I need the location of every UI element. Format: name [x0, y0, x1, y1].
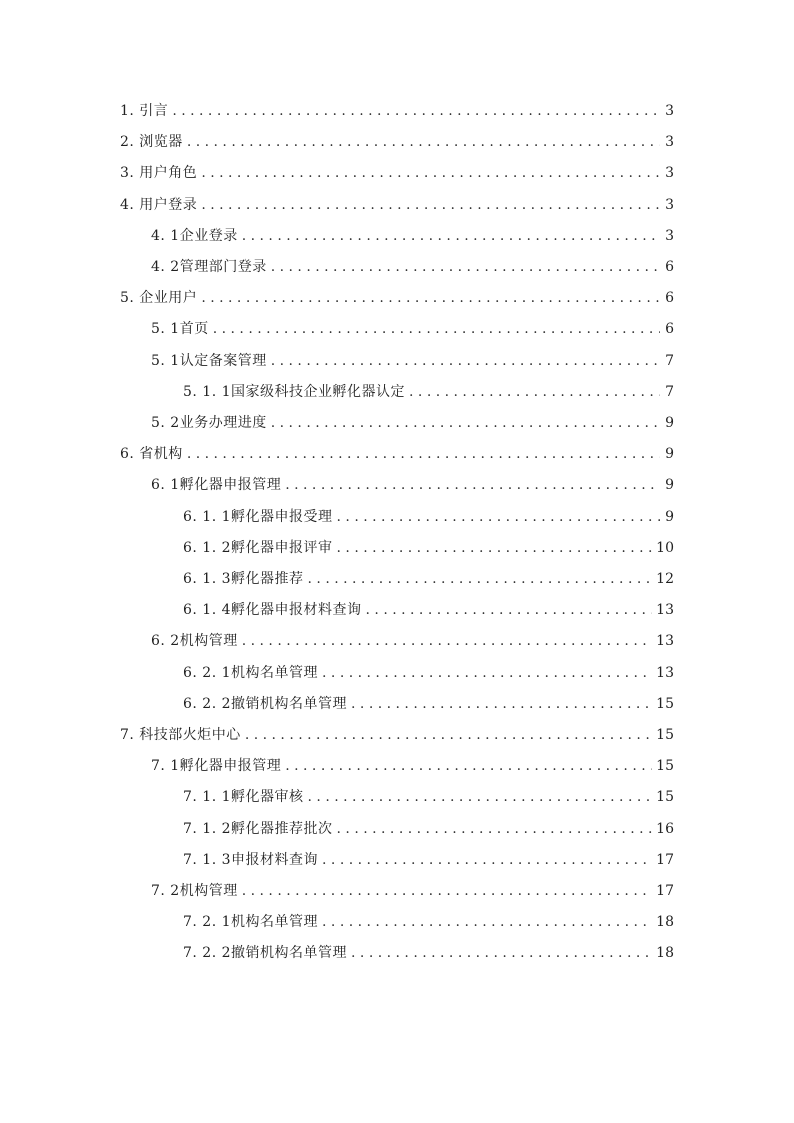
dot-leader [201, 162, 660, 184]
toc-entry-page-number: 7 [665, 352, 674, 369]
toc-entry[interactable] [183, 911, 674, 933]
toc-entry-title: 7. 1. 2孵化器推荐批次 [183, 820, 333, 837]
dot-leader [213, 318, 660, 340]
toc-entry-title: 6. 1. 2孵化器申报评审 [183, 539, 333, 556]
dot-leader [322, 911, 652, 933]
toc-entry[interactable] [183, 537, 674, 559]
dot-leader [308, 568, 653, 590]
toc-entry-page-number: 3 [665, 134, 674, 151]
toc-entry-page-number: 3 [665, 165, 674, 182]
dot-leader [271, 256, 660, 278]
dot-leader [285, 755, 652, 777]
toc-entry-page-number: 9 [665, 446, 674, 463]
toc-entry-page-number: 13 [656, 602, 674, 619]
dot-leader [337, 506, 660, 528]
toc-entry-page-number: 18 [656, 914, 674, 931]
dot-leader [172, 100, 660, 122]
toc-entry-title: 6. 1. 3孵化器推荐 [183, 571, 304, 587]
toc-entry-page-number: 16 [656, 820, 674, 837]
toc-entry-title: 6. 2机构管理 [151, 633, 238, 650]
toc-entry[interactable] [120, 287, 674, 309]
toc-entry-title: 4. 用户登录 [120, 196, 198, 213]
toc-entry[interactable] [120, 100, 674, 122]
toc-entry[interactable] [183, 693, 674, 715]
toc-entry-title: 7. 1. 3申报材料查询 [183, 851, 319, 868]
dot-leader [245, 724, 652, 746]
dot-leader [337, 818, 653, 840]
toc-entry[interactable] [183, 786, 674, 808]
toc-entry-title: 1. 引言 [120, 103, 169, 119]
toc-entry-title: 7. 1孵化器申报管理 [151, 758, 282, 775]
toc-entry-title: 6. 1. 4孵化器申报材料查询 [183, 602, 362, 619]
toc-entry-title: 7. 2机构管理 [151, 883, 238, 899]
toc-entry-page-number: 9 [665, 477, 674, 494]
toc-entry-title: 7. 科技部火炬中心 [120, 727, 241, 743]
toc-entry-title: 5. 1认定备案管理 [151, 352, 267, 369]
toc-entry-page-number: 9 [665, 415, 674, 431]
dot-leader [366, 599, 653, 621]
toc-entry-page-number: 6 [665, 290, 674, 307]
toc-entry[interactable] [151, 474, 674, 496]
toc-entry-page-number: 7 [665, 383, 674, 400]
toc-entry-page-number: 15 [656, 695, 674, 712]
dot-leader [242, 225, 660, 247]
toc-entry-page-number: 13 [656, 664, 674, 681]
dot-leader [242, 630, 652, 652]
toc-entry-title: 7. 1. 1孵化器审核 [183, 789, 304, 806]
toc-entry[interactable] [183, 506, 674, 528]
dot-leader [201, 287, 660, 309]
toc-entry[interactable] [151, 412, 674, 434]
toc-entry-title: 5. 1首页 [151, 321, 209, 338]
toc-entry-title: 4. 1企业登录 [151, 227, 238, 244]
toc-entry-title: 6. 2. 2撤销机构名单管理 [183, 695, 348, 712]
toc-entry[interactable] [151, 225, 674, 247]
toc-entry-page-number: 3 [665, 227, 674, 244]
dot-leader [242, 880, 652, 902]
toc-entry-title: 3. 用户角色 [120, 165, 198, 182]
toc-entry-page-number: 6 [665, 259, 674, 275]
dot-leader [337, 537, 653, 559]
toc-entry[interactable] [151, 256, 674, 278]
toc-entry-title: 4. 2管理部门登录 [151, 259, 267, 275]
toc-entry-title: 2. 浏览器 [120, 134, 183, 151]
toc-entry[interactable] [151, 630, 674, 652]
dot-leader [201, 194, 660, 216]
toc-entry-page-number: 17 [656, 851, 674, 868]
toc-entry[interactable] [151, 350, 674, 372]
toc-entry[interactable] [120, 162, 674, 184]
dot-leader [271, 350, 660, 372]
toc-entry-title: 5. 企业用户 [120, 290, 198, 307]
toc-entry-page-number: 9 [665, 508, 674, 525]
dot-leader [187, 131, 660, 153]
toc-entry[interactable] [183, 849, 674, 871]
toc-entry[interactable] [120, 194, 674, 216]
dot-leader [271, 412, 660, 434]
toc-entry-title: 7. 2. 1机构名单管理 [183, 914, 319, 931]
dot-leader [285, 474, 660, 496]
toc-entry[interactable] [151, 318, 674, 340]
toc-entry[interactable] [183, 818, 674, 840]
dot-leader [351, 693, 652, 715]
toc-entry-page-number: 15 [656, 727, 674, 743]
dot-leader [308, 786, 653, 808]
toc-entry-page-number: 3 [665, 196, 674, 213]
toc-entry-page-number: 6 [665, 321, 674, 338]
toc-entry-page-number: 15 [656, 758, 674, 775]
toc-entry-title: 6. 2. 1机构名单管理 [183, 664, 319, 681]
toc-entry[interactable] [120, 131, 674, 153]
toc-entry-title: 5. 2业务办理进度 [151, 415, 267, 431]
toc-entry[interactable] [151, 880, 674, 902]
dot-leader [322, 849, 652, 871]
toc-entry-page-number: 10 [656, 539, 674, 556]
toc-entry[interactable] [151, 755, 674, 777]
toc-entry[interactable] [183, 942, 674, 964]
toc-entry[interactable] [183, 381, 674, 403]
dot-leader [351, 942, 652, 964]
toc-entry-title: 5. 1. 1国家级科技企业孵化器认定 [183, 383, 406, 400]
toc-entry-page-number: 3 [665, 103, 674, 119]
dot-leader [409, 381, 660, 403]
dot-leader [322, 662, 652, 684]
toc-entry[interactable] [120, 724, 674, 746]
toc-entry-title: 7. 2. 2撤销机构名单管理 [183, 945, 348, 962]
toc-entry-page-number: 17 [656, 883, 674, 899]
toc-entry-page-number: 15 [656, 789, 674, 806]
toc-entry[interactable] [183, 568, 674, 590]
toc-entry-page-number: 12 [656, 571, 674, 587]
toc-entry-title: 6. 1孵化器申报管理 [151, 477, 282, 494]
toc-entry[interactable] [120, 443, 674, 465]
toc-entry[interactable] [183, 599, 674, 621]
toc-entry-page-number: 18 [656, 945, 674, 962]
toc-entry-title: 6. 省机构 [120, 446, 183, 463]
toc-entry-title: 6. 1. 1孵化器申报受理 [183, 508, 333, 525]
toc-entry-page-number: 13 [656, 633, 674, 650]
toc-entry[interactable] [183, 662, 674, 684]
dot-leader [187, 443, 660, 465]
